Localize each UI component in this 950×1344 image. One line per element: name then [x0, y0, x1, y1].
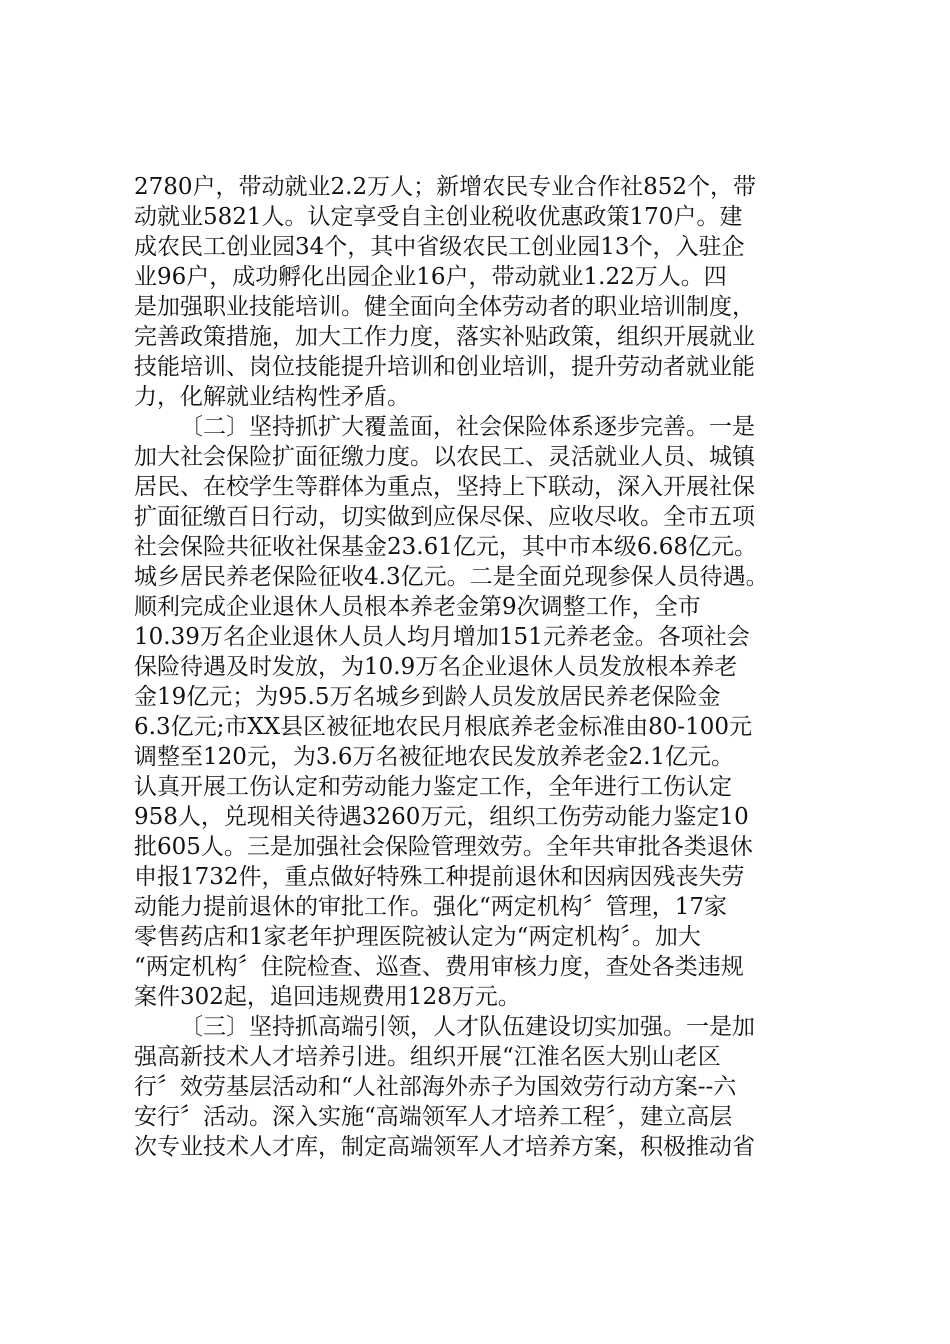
text-line: 成农民工创业园34个，其中省级农民工创业园13个，入驻企	[134, 234, 745, 260]
text-line: 认真开展工伤认定和劳动能力鉴定工作，全年进行工伤认定	[134, 774, 732, 800]
text-line: “两定机构〞住院检查、巡查、费用审核力度，查处各类违规	[134, 954, 744, 980]
text-line: 技能培训、岗位技能提升培训和创业培训，提升劳动者就业能	[134, 354, 755, 380]
section-heading-line: 〔二〕坚持抓扩大覆盖面，社会保险体系逐步完善。一是	[180, 414, 755, 440]
text-line: 2780户，带动就业2.2万人；新增农民专业合作社852个，带	[134, 174, 757, 200]
document-body	[134, 172, 824, 1162]
text-line: 申报1732件，重点做好特殊工种提前退休和因病因残丧失劳	[134, 864, 745, 890]
text-line: 力，化解就业结构性矛盾。	[134, 384, 410, 410]
text-line: 行〞效劳基层活动和“人社部海外赤子为国效劳行动方案--六	[134, 1074, 737, 1100]
text-line: 动就业5821人。认定享受自主创业税收优惠政策170户。建	[134, 204, 743, 230]
text-line: 居民、在校学生等群体为重点，坚持上下联动，深入开展社保	[134, 474, 755, 500]
text-line: 958人，兑现相关待遇3260万元，组织工伤劳动能力鉴定10	[134, 804, 749, 830]
text-line: 保险待遇及时发放，为10.9万名企业退休人员发放根本养老	[134, 654, 738, 680]
text-line: 是加强职业技能培训。健全面向全体劳动者的职业培训制度，	[134, 294, 755, 320]
text-line: 批605人。三是加强社会保险管理效劳。全年共审批各类退休	[134, 834, 753, 860]
text-line: 调整至120元，为3.6万名被征地农民发放养老金2.1亿元。	[134, 744, 735, 770]
text-line: 业96户，成功孵化出园企业16户，带动就业1.22万人。四	[134, 264, 727, 290]
text-line: 10.39万名企业退休人员人均月增加151元养老金。各项社会	[134, 624, 750, 650]
text-line: 动能力提前退休的审批工作。强化“两定机构〞管理，17家	[134, 894, 728, 920]
text-line: 完善政策措施，加大工作力度，落实补贴政策，组织开展就业	[134, 324, 755, 350]
text-line: 扩面征缴百日行动，切实做到应保尽保、应收尽收。全市五项	[134, 504, 755, 530]
text-line: 安行〞活动。深入实施“高端领军人才培养工程〞，建立高层	[134, 1104, 733, 1130]
text-line: 加大社会保险扩面征缴力度。以农民工、灵活就业人员、城镇	[134, 444, 755, 470]
text-line: 强高新技术人才培养引进。组织开展“江淮名医大别山老区	[134, 1044, 721, 1070]
text-line: 零售药店和1家老年护理医院被认定为“两定机构〞。加大	[134, 924, 701, 950]
text-line: 社会保险共征收社保基金23.61亿元，其中市本级6.68亿元。	[134, 534, 758, 560]
text-line: 次专业技术人才库，制定高端领军人才培养方案，积极推动省	[134, 1134, 755, 1160]
text-line: 顺利完成企业退休人员根本养老金第9次调整工作，全市	[134, 594, 701, 620]
text-line: 案件302起，追回违规费用128万元。	[134, 984, 521, 1010]
section-heading-line: 〔三〕坚持抓高端引领，人才队伍建设切实加强。一是加	[180, 1014, 755, 1040]
text-line: 金19亿元；为95.5万名城乡到龄人员发放居民养老保险金	[134, 684, 721, 710]
text-line: 城乡居民养老保险征收4.3亿元。二是全面兑现参保人员待遇。	[134, 564, 769, 590]
text-line: 6.3亿元;市XX县区被征地农民月根底养老金标准由80-100元	[134, 714, 753, 740]
